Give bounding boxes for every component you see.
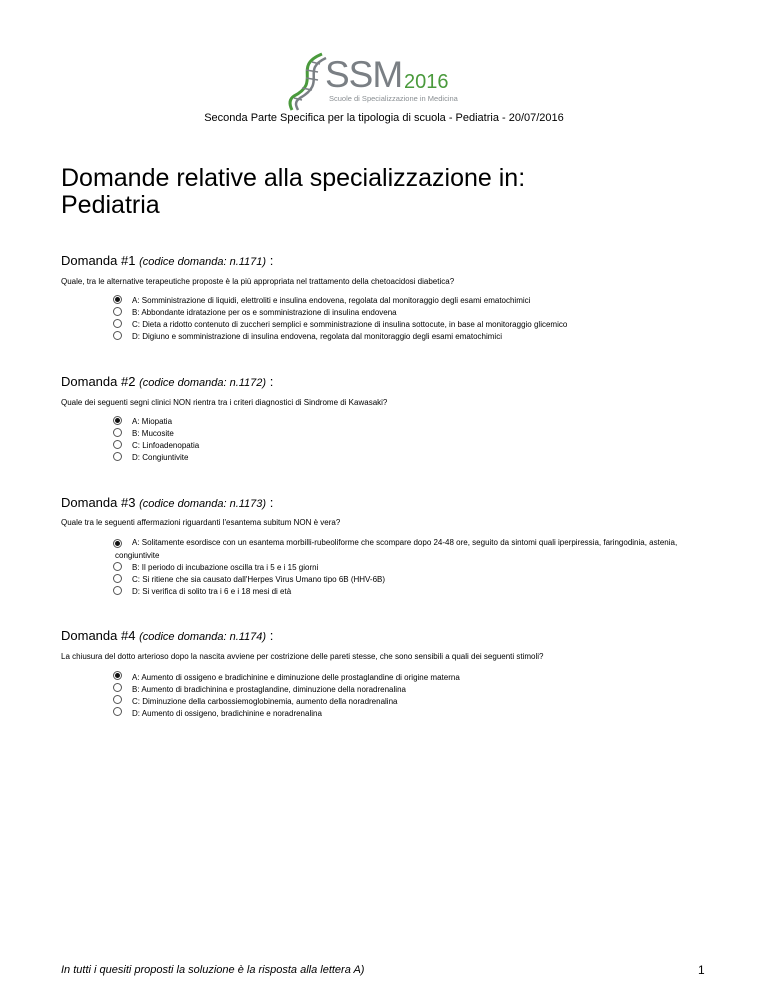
option-a-radio[interactable] xyxy=(113,416,122,425)
option-c-text: C: Diminuzione della carbossiemoglobinemia, aumento della noradrenalina xyxy=(132,697,398,706)
option-b-text: B: Abbondante idratazione per os e somministrazione di insulina endovena xyxy=(132,308,397,317)
question-code: (codice domanda: n.1173) xyxy=(139,498,267,510)
option-c-radio[interactable] xyxy=(113,574,122,583)
title-line-2: Pediatria xyxy=(61,191,160,219)
question-1-text: Quale, tra le alternative terapeutiche proposte è la più appropriata nel trattamento della chetoacidosi diabetica? xyxy=(61,277,455,286)
logo-subtitle: Scuole di Specializzazione in Medicina xyxy=(329,94,458,103)
option-a-radio[interactable] xyxy=(113,671,122,680)
page-title xyxy=(61,165,525,219)
logo-ssm-text: SSM xyxy=(325,54,403,95)
option-c-radio[interactable] xyxy=(113,695,122,704)
question-4-heading xyxy=(61,628,273,643)
option-c-text: C: Si ritiene che sia causato dall'Herpes Virus Umano tipo 6B (HHV-6B) xyxy=(132,575,386,584)
option-d-text: D: Si verifica di solito tra i 6 e i 18 mesi di età xyxy=(132,587,292,596)
title-line-1: Domande relative alla specializzazione in: xyxy=(61,164,526,192)
logo-year-text: 2016 xyxy=(404,71,449,93)
option-d-radio[interactable] xyxy=(113,707,122,716)
option-c-radio[interactable] xyxy=(113,440,122,449)
page-number: 1 xyxy=(698,963,705,977)
option-a-radio[interactable] xyxy=(113,295,122,304)
option-d-radio[interactable] xyxy=(113,331,122,340)
question-2-heading xyxy=(61,374,273,389)
option-d-radio[interactable] xyxy=(113,586,122,595)
question-code: (codice domanda: n.1172) xyxy=(139,377,267,389)
question-3-heading xyxy=(61,495,273,510)
option-b-text: B: Aumento di bradichinina e prostaglandine, diminuzione della noradrenalina xyxy=(132,685,406,694)
document-header: Seconda Parte Specifica per la tipologia di scuola - Pediatria - 20/07/2016 xyxy=(204,112,564,124)
question-3-text: Quale tra le seguenti affermazioni riguardanti l'esantema subitum NON è vera? xyxy=(61,518,341,527)
option-d-text: D: Aumento di ossigeno, bradichinine e noradrenalina xyxy=(132,709,322,718)
ssm-logo xyxy=(282,52,497,112)
question-2-text: Quale dei seguenti segni clinici NON rientra tra i criteri diagnostici di Sindrome di Kawasaki? xyxy=(61,398,388,407)
question-4-text: La chiusura del dotto arterioso dopo la nascita avviene per costrizione delle pareti stesse, che sono sensibili a quali dei seguenti stimoli? xyxy=(61,652,544,661)
question-label: Domanda #4 xyxy=(61,628,136,643)
question-sep: : xyxy=(269,374,274,389)
option-b-radio[interactable] xyxy=(113,562,122,571)
option-a-text: A: Solitamente esordisce con un esantema morbilli-rubeoliforme che scompare dopo 24-48 ore, seguito da sintomi quali iperpiressia, faringodinia, astenia, congiuntivite xyxy=(115,538,678,560)
question-label: Domanda #2 xyxy=(61,374,136,389)
option-d-radio[interactable] xyxy=(113,452,122,461)
option-a-text: A: Miopatia xyxy=(132,417,173,426)
question-label: Domanda #1 xyxy=(61,253,136,268)
option-a-text: A: Somministrazione di liquidi, elettroliti e insulina endovena, regolata dal monitoraggio degli esami ematochimici xyxy=(132,296,531,305)
option-b-text: B: Il periodo di incubazione oscilla tra i 5 e i 15 giorni xyxy=(132,563,319,572)
option-d-text: D: Digiuno e somministrazione di insulina endovena, regolata dal monitoraggio degli esami ematochimici xyxy=(132,332,502,341)
option-c-text: C: Dieta a ridotto contenuto di zuccheri semplici e somministrazione di insulina sottocute, in base al monitoraggio glicemico xyxy=(132,320,568,329)
option-b-radio[interactable] xyxy=(113,307,122,316)
option-b-radio[interactable] xyxy=(113,428,122,437)
option-a-text: A: Aumento di ossigeno e bradichinine e diminuzione delle prostaglandine di origine materna xyxy=(132,673,460,682)
question-code: (codice domanda: n.1171) xyxy=(139,256,267,268)
question-sep: : xyxy=(269,495,274,510)
footer-note: In tutti i quesiti proposti la soluzione è la risposta alla lettera A) xyxy=(61,964,365,976)
question-label: Domanda #3 xyxy=(61,495,136,510)
option-d-text: D: Congiuntivite xyxy=(132,453,189,462)
question-sep: : xyxy=(269,253,274,268)
question-sep: : xyxy=(269,628,274,643)
option-c-radio[interactable] xyxy=(113,319,122,328)
question-1-heading xyxy=(61,253,273,268)
option-b-radio[interactable] xyxy=(113,683,122,692)
option-b-text: B: Mucosite xyxy=(132,429,174,438)
option-c-text: C: Linfoadenopatia xyxy=(132,441,200,450)
question-code: (codice domanda: n.1174) xyxy=(139,631,267,643)
